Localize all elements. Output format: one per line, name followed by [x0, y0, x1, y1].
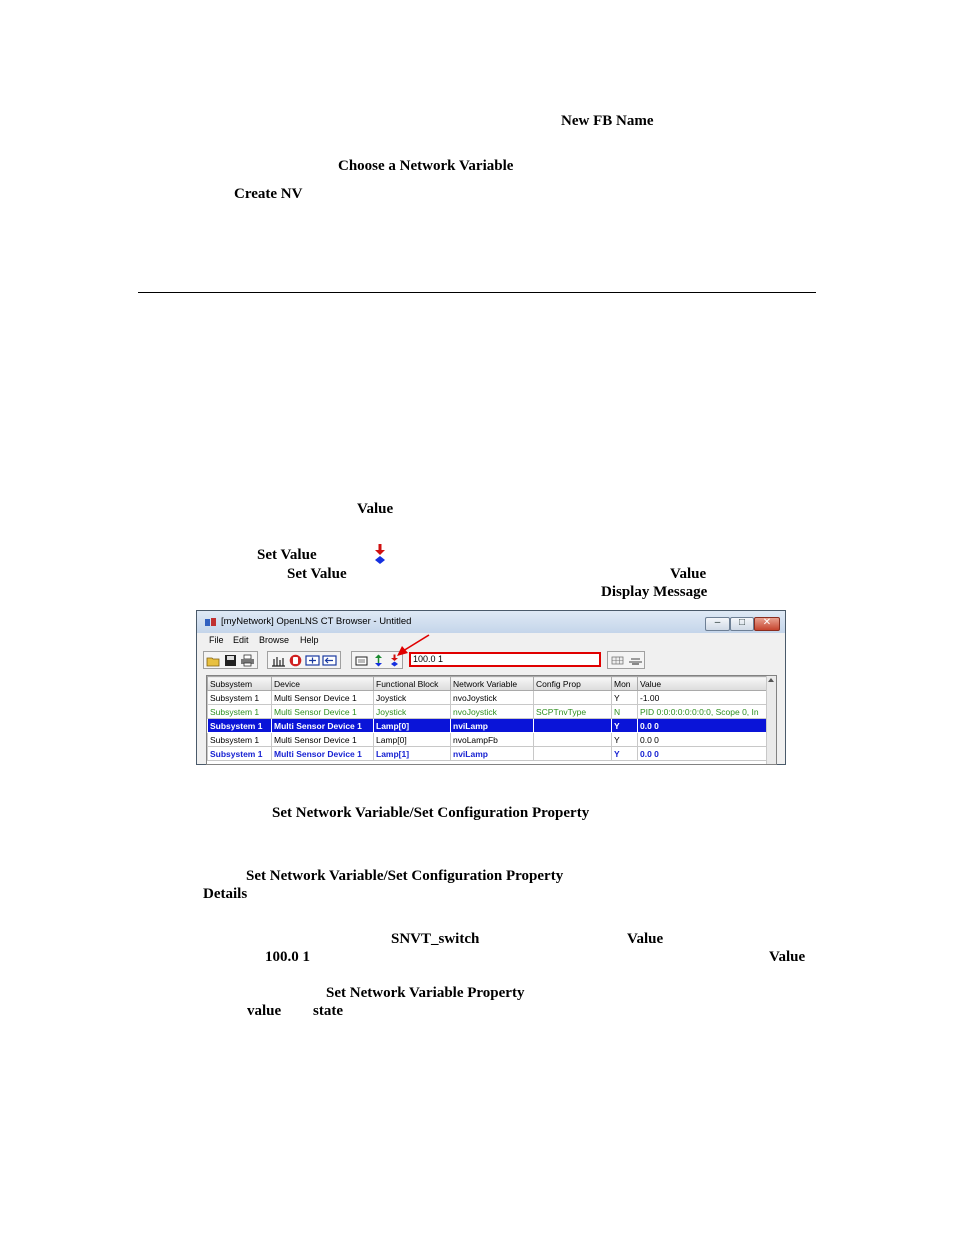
state-word-label: state [313, 1003, 343, 1019]
maximize-button[interactable] [730, 617, 754, 631]
table-header-row [208, 677, 771, 691]
details-label: Details [203, 886, 248, 902]
menu-edit[interactable]: Edit [233, 635, 249, 645]
table-row[interactable] [208, 705, 771, 719]
horizontal-rule [138, 292, 816, 293]
ct-browser-window [196, 610, 786, 765]
cell-mon: Y [612, 691, 638, 705]
table-row[interactable] [208, 747, 771, 761]
get-value-icon[interactable] [371, 654, 386, 667]
header-functional-block[interactable]: Functional Block [374, 677, 451, 691]
set-nv-cp-label-2: Set Network Variable/Set Configuration Property [246, 868, 564, 884]
menu-file[interactable]: File [209, 635, 224, 645]
cell-network-variable: nviLamp [451, 719, 534, 733]
back-icon[interactable] [322, 654, 337, 667]
cell-mon: Y [612, 733, 638, 747]
stop-icon[interactable] [288, 654, 303, 667]
cell-mon: Y [612, 719, 638, 733]
save-icon[interactable] [223, 654, 238, 667]
window-title: [myNetwork] OpenLNS CT Browser - Untitled [221, 616, 412, 627]
close-icon: ✕ [762, 617, 772, 628]
header-config-prop[interactable]: Config Prop [534, 677, 612, 691]
cell-device: Multi Sensor Device 1 [272, 705, 374, 719]
toolbar-group-file [203, 651, 258, 669]
toolbar-group-format [607, 651, 645, 669]
cell-config-prop [534, 691, 612, 705]
set-value-label-2: Set Value [287, 566, 347, 582]
cell-functional-block: Joystick [374, 691, 451, 705]
cell-subsystem: Subsystem 1 [208, 705, 272, 719]
print-icon[interactable] [240, 654, 255, 667]
vertical-scrollbar[interactable] [766, 676, 776, 764]
cell-mon: N [612, 705, 638, 719]
cell-subsystem: Subsystem 1 [208, 733, 272, 747]
header-mon[interactable]: Mon [612, 677, 638, 691]
cell-config-prop [534, 733, 612, 747]
pointer-arrow-icon [393, 633, 433, 663]
app-icon [205, 618, 216, 627]
minimize-icon: – [714, 617, 721, 628]
cell-value: 0.0 0 [638, 747, 771, 761]
cell-config-prop: SCPTnvType [534, 705, 612, 719]
menu-bar [197, 633, 785, 648]
cell-subsystem: Subsystem 1 [208, 719, 272, 733]
menu-browse[interactable]: Browse [259, 635, 290, 645]
cell-network-variable: nvoJoystick [451, 705, 534, 719]
cell-device: Multi Sensor Device 1 [272, 747, 374, 761]
toolbar [203, 651, 781, 671]
cell-subsystem: Subsystem 1 [208, 691, 272, 705]
cell-value: 0.0 0 [638, 733, 771, 747]
cell-functional-block: Lamp[0] [374, 719, 451, 733]
chart-icon[interactable] [271, 654, 286, 667]
value-label-3: Value [627, 931, 664, 947]
nv-table [207, 676, 771, 761]
menu-help[interactable]: Help [300, 635, 319, 645]
header-subsystem[interactable]: Subsystem [208, 677, 272, 691]
add-icon[interactable] [305, 654, 320, 667]
close-button[interactable] [754, 617, 780, 631]
nv-table-panel [206, 675, 777, 765]
cell-device: Multi Sensor Device 1 [272, 691, 374, 705]
grid-icon[interactable] [610, 654, 625, 667]
set-value-label-1: Set Value [257, 547, 317, 563]
cell-subsystem: Subsystem 1 [208, 747, 272, 761]
value-example-label: 100.0 1 [265, 949, 310, 965]
new-fb-name-label: New FB Name [561, 113, 654, 129]
table-row[interactable] [208, 733, 771, 747]
cell-value: PID 0:0:0:0:0:0:0:0, Scope 0, In [638, 705, 771, 719]
open-icon[interactable] [206, 654, 221, 667]
value-label-2: Value [670, 566, 707, 582]
format-icon[interactable] [628, 654, 643, 667]
set-value-icon [373, 543, 387, 565]
cell-value: -1.00 [638, 691, 771, 705]
value-label-1: Value [357, 501, 394, 517]
display-message-label: Display Message [601, 584, 708, 600]
choose-nv-label: Choose a Network Variable [338, 158, 514, 174]
cell-functional-block: Lamp[1] [374, 747, 451, 761]
header-device[interactable]: Device [272, 677, 374, 691]
table-row-selected[interactable] [208, 719, 771, 733]
create-nv-label: Create NV [234, 186, 303, 202]
header-network-variable[interactable]: Network Variable [451, 677, 534, 691]
cell-functional-block: Lamp[0] [374, 733, 451, 747]
value-word-label: value [247, 1003, 282, 1019]
maximize-icon: □ [738, 617, 746, 628]
scroll-up-icon[interactable] [768, 678, 774, 682]
cell-value: 0.0 0 [638, 719, 771, 733]
value-label-4: Value [769, 949, 806, 965]
table-row[interactable] [208, 691, 771, 705]
minimize-button[interactable] [705, 617, 730, 631]
cell-device: Multi Sensor Device 1 [272, 733, 374, 747]
header-value[interactable]: Value [638, 677, 771, 691]
snvt-switch-label: SNVT_switch [391, 931, 480, 947]
cell-device: Multi Sensor Device 1 [272, 719, 374, 733]
set-nv-cp-label-1: Set Network Variable/Set Configuration Property [272, 805, 590, 821]
cell-config-prop [534, 747, 612, 761]
toolbar-group-actions [267, 651, 341, 669]
cell-network-variable: nviLamp [451, 747, 534, 761]
cell-network-variable: nvoLampFb [451, 733, 534, 747]
set-nv-property-label: Set Network Variable Property [326, 985, 525, 1001]
value-input[interactable]: 100.0 1 [409, 652, 601, 667]
cell-functional-block: Joystick [374, 705, 451, 719]
folder-icon[interactable] [354, 654, 369, 667]
title-bar [197, 611, 785, 633]
cell-config-prop [534, 719, 612, 733]
cell-mon: Y [612, 747, 638, 761]
cell-network-variable: nvoJoystick [451, 691, 534, 705]
